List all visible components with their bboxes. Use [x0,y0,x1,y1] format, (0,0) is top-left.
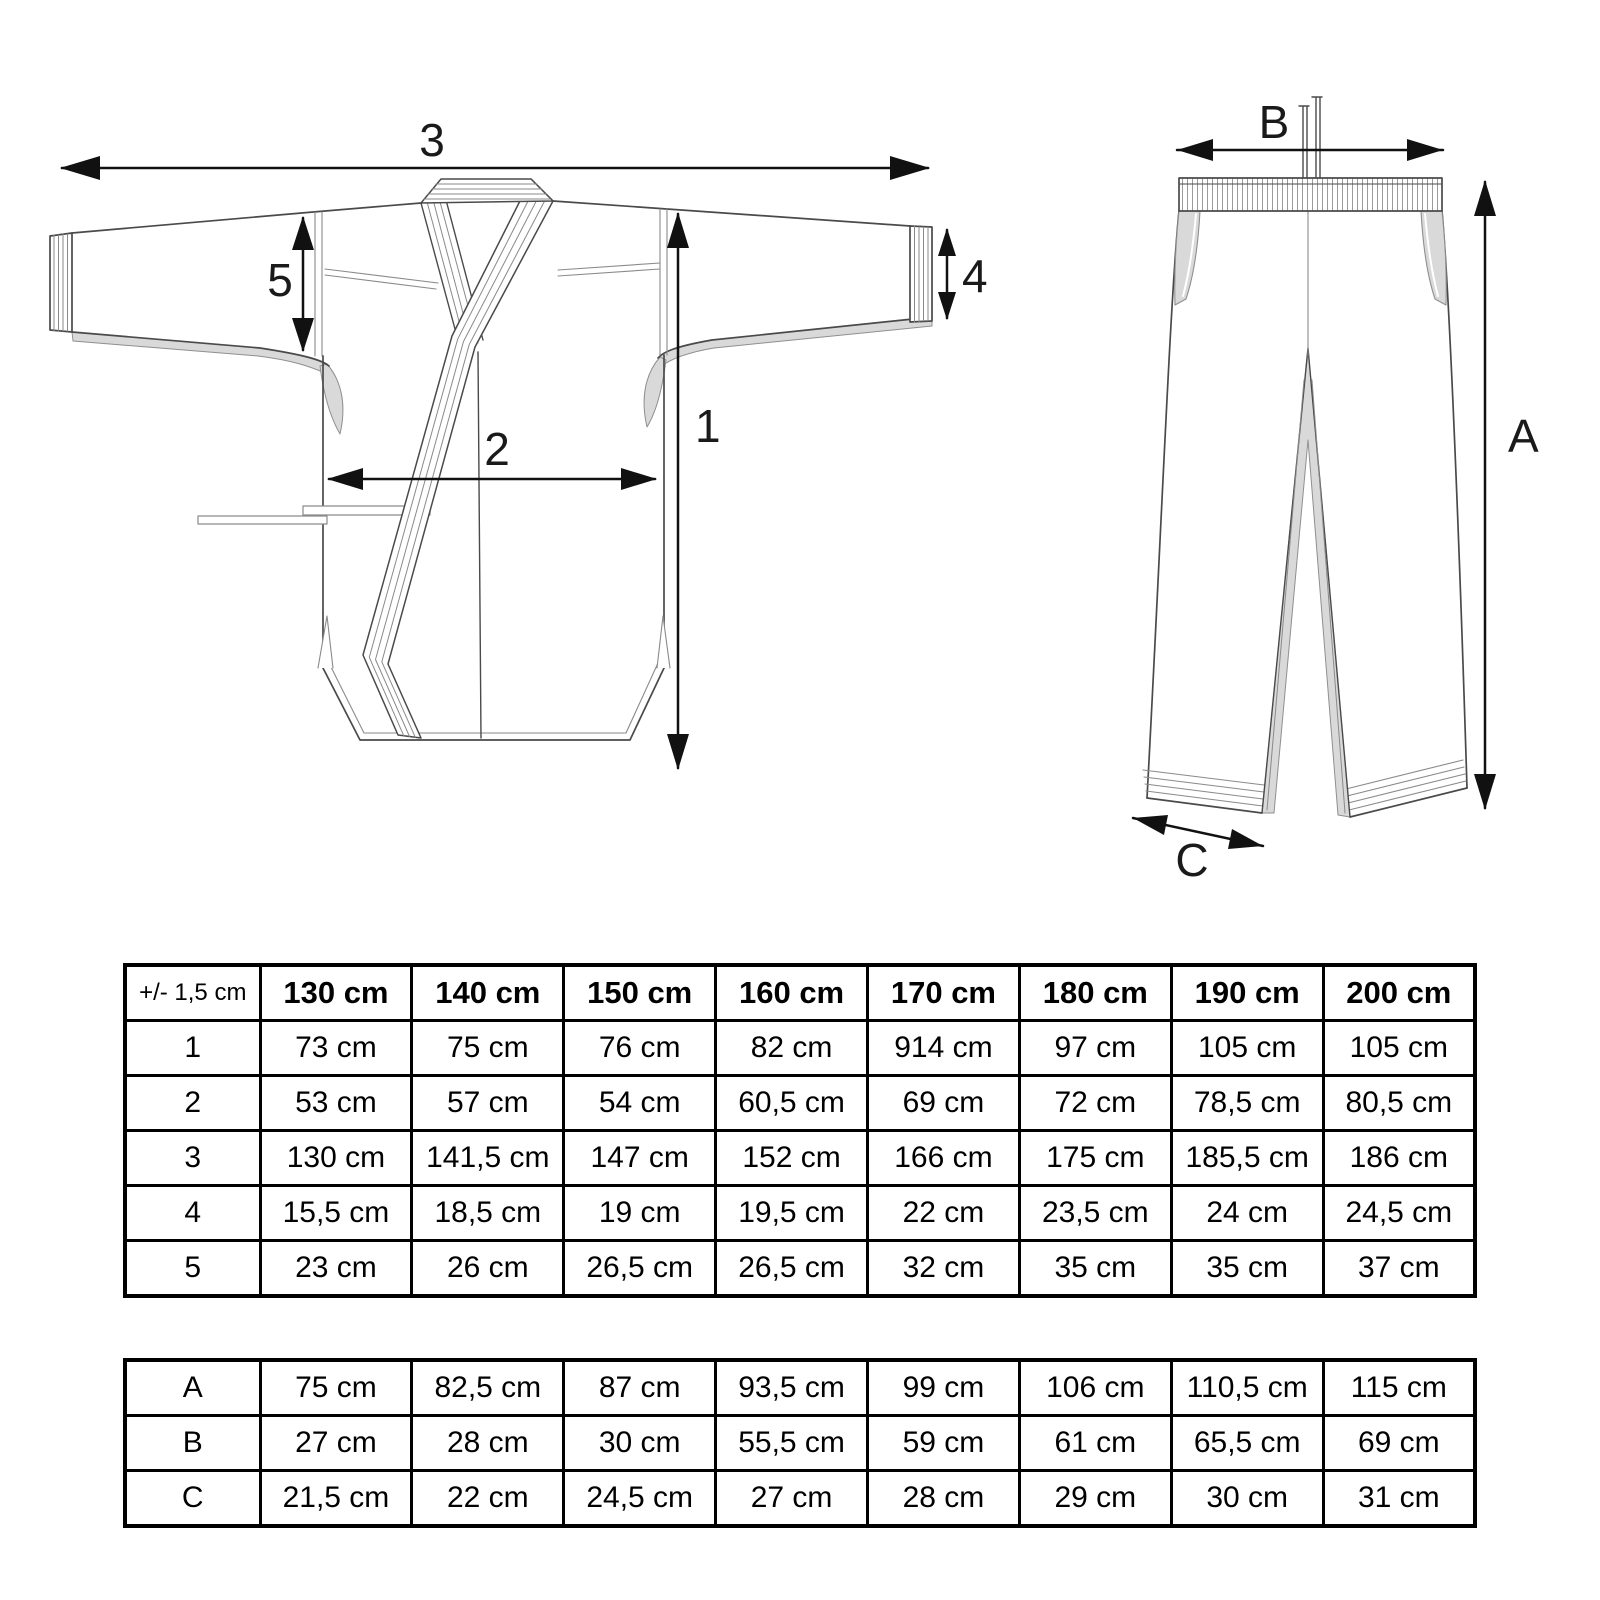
size-header-cell: 150 cm [564,965,716,1021]
measurement-cell: 30 cm [1171,1471,1323,1527]
measurement-cell: 18,5 cm [412,1186,564,1241]
measurement-cell: 175 cm [1019,1131,1171,1186]
measurement-cell: 152 cm [716,1131,868,1186]
pants-drawstrings [1299,97,1322,178]
jacket-dim-3-label: 3 [419,114,445,166]
measurement-cell: 166 cm [868,1131,1020,1186]
measurement-cell: 130 cm [260,1131,412,1186]
measurement-cell: 26,5 cm [564,1241,716,1297]
pants-dim-a-label: A [1508,410,1539,462]
row-label-cell: 4 [125,1186,260,1241]
measurement-cell: 32 cm [868,1241,1020,1297]
measurement-cell: 147 cm [564,1131,716,1186]
table-row [125,1241,1475,1297]
measurement-cell: 29 cm [1019,1471,1171,1527]
jacket-dim-4-label: 4 [962,250,988,302]
pants-cuff-stitching [1143,760,1466,810]
jacket-dim-2-label: 2 [484,423,510,475]
measurement-cell: 55,5 cm [716,1416,868,1471]
measurement-cell: 37 cm [1323,1241,1475,1297]
measurement-cell: 35 cm [1019,1241,1171,1297]
measurement-cell: 24,5 cm [1323,1186,1475,1241]
size-header-cell: 170 cm [868,965,1020,1021]
row-label-cell: 3 [125,1131,260,1186]
jacket-dim-5-label: 5 [267,254,293,306]
row-label-cell: A [125,1360,260,1416]
measurement-cell: 115 cm [1323,1360,1475,1416]
jacket-width-arrow [60,156,930,180]
measurement-cell: 22 cm [412,1471,564,1527]
measurement-cell: 69 cm [868,1076,1020,1131]
table-row [125,1076,1475,1131]
measurement-cell: 914 cm [868,1021,1020,1076]
measurement-cell: 15,5 cm [260,1186,412,1241]
row-label-cell: 1 [125,1021,260,1076]
measurement-cell: 65,5 cm [1171,1416,1323,1471]
size-header-cell: 160 cm [716,965,868,1021]
jacket-table-body [125,965,1475,1296]
measurement-cell: 69 cm [1323,1416,1475,1471]
measurement-cell: 106 cm [1019,1360,1171,1416]
row-label-cell: C [125,1471,260,1527]
measurement-cell: 30 cm [564,1416,716,1471]
measurement-cell: 31 cm [1323,1471,1475,1527]
table-row [125,1471,1475,1527]
row-label-cell: 5 [125,1241,260,1297]
measurement-cell: 24 cm [1171,1186,1323,1241]
pants-waistband [1179,178,1442,211]
pants-drawing [1133,96,1539,886]
measurement-cell: 23,5 cm [1019,1186,1171,1241]
jacket-dim-1-label: 1 [695,400,721,452]
measurement-cell: 21,5 cm [260,1471,412,1527]
size-header-row [125,965,1475,1021]
pants-legs [1147,211,1467,817]
pants-dim-c-label: C [1175,834,1209,886]
measurement-cell: 28 cm [412,1416,564,1471]
measurement-cell: 27 cm [260,1416,412,1471]
measurement-cell: 19,5 cm [716,1186,868,1241]
jacket-front-edge [478,352,481,738]
measurement-cell: 76 cm [564,1021,716,1076]
measurement-cell: 59 cm [868,1416,1020,1471]
row-label-cell: B [125,1416,260,1471]
size-header-cell: 130 cm [260,965,412,1021]
jacket-belt-ties [198,506,430,524]
measurement-cell: 72 cm [1019,1076,1171,1131]
row-label-cell: 2 [125,1076,260,1131]
jacket-collar [421,179,553,203]
measurement-cell: 54 cm [564,1076,716,1131]
size-header-cell: 140 cm [412,965,564,1021]
pants-length-arrow [1474,180,1496,810]
measurement-cell: 105 cm [1171,1021,1323,1076]
measurement-cell: 99 cm [868,1360,1020,1416]
measurement-cell: 185,5 cm [1171,1131,1323,1186]
jacket-length-arrow [667,212,689,770]
measurement-cell: 53 cm [260,1076,412,1131]
measurement-cell: 35 cm [1171,1241,1323,1297]
measurement-cell: 24,5 cm [564,1471,716,1527]
pants-measurements-table [123,1358,1477,1528]
pants-table-body [125,1360,1475,1526]
measurement-cell: 87 cm [564,1360,716,1416]
measurement-cell: 110,5 cm [1171,1360,1323,1416]
measurement-cell: 73 cm [260,1021,412,1076]
measurement-cell: 61 cm [1019,1416,1171,1471]
pants-pockets [1175,211,1447,305]
measurement-cell: 26,5 cm [716,1241,868,1297]
measurement-cell: 27 cm [716,1471,868,1527]
pants-dim-b-label: B [1258,96,1290,148]
measurement-cell: 78,5 cm [1171,1076,1323,1131]
tolerance-cell: +/- 1,5 cm [125,965,260,1021]
measurement-cell: 23 cm [260,1241,412,1297]
table-row [125,1021,1475,1076]
measurement-cell: 19 cm [564,1186,716,1241]
table-row [125,1186,1475,1241]
jacket-right-lapel [363,179,553,738]
measurement-cell: 60,5 cm [716,1076,868,1131]
size-header-cell: 200 cm [1323,965,1475,1021]
jacket-sleeve-depth-arrow [292,216,314,352]
measurement-cell: 82 cm [716,1021,868,1076]
measurement-cell: 75 cm [412,1021,564,1076]
measurement-cell: 57 cm [412,1076,564,1131]
size-header-cell: 180 cm [1019,965,1171,1021]
jacket-shaded-areas [72,317,932,434]
pants-waist-arrow [1177,139,1443,161]
jacket-measurements-table [123,963,1477,1298]
measurement-cell: 93,5 cm [716,1360,868,1416]
measurement-cell: 26 cm [412,1241,564,1297]
measurement-cell: 75 cm [260,1360,412,1416]
measurement-cell: 105 cm [1323,1021,1475,1076]
measurement-cell: 80,5 cm [1323,1076,1475,1131]
measurement-cell: 141,5 cm [412,1131,564,1186]
table-row [125,1131,1475,1186]
measurement-cell: 28 cm [868,1471,1020,1527]
table-row [125,1416,1475,1471]
measurement-cell: 186 cm [1323,1131,1475,1186]
measurement-cell: 82,5 cm [412,1360,564,1416]
jacket-drawing [50,114,988,770]
size-header-cell: 190 cm [1171,965,1323,1021]
pants-crotch-seams [1262,348,1350,817]
jacket-cuff-arrow [938,228,956,320]
table-row [125,1360,1475,1416]
measurement-cell: 22 cm [868,1186,1020,1241]
measurement-cell: 97 cm [1019,1021,1171,1076]
